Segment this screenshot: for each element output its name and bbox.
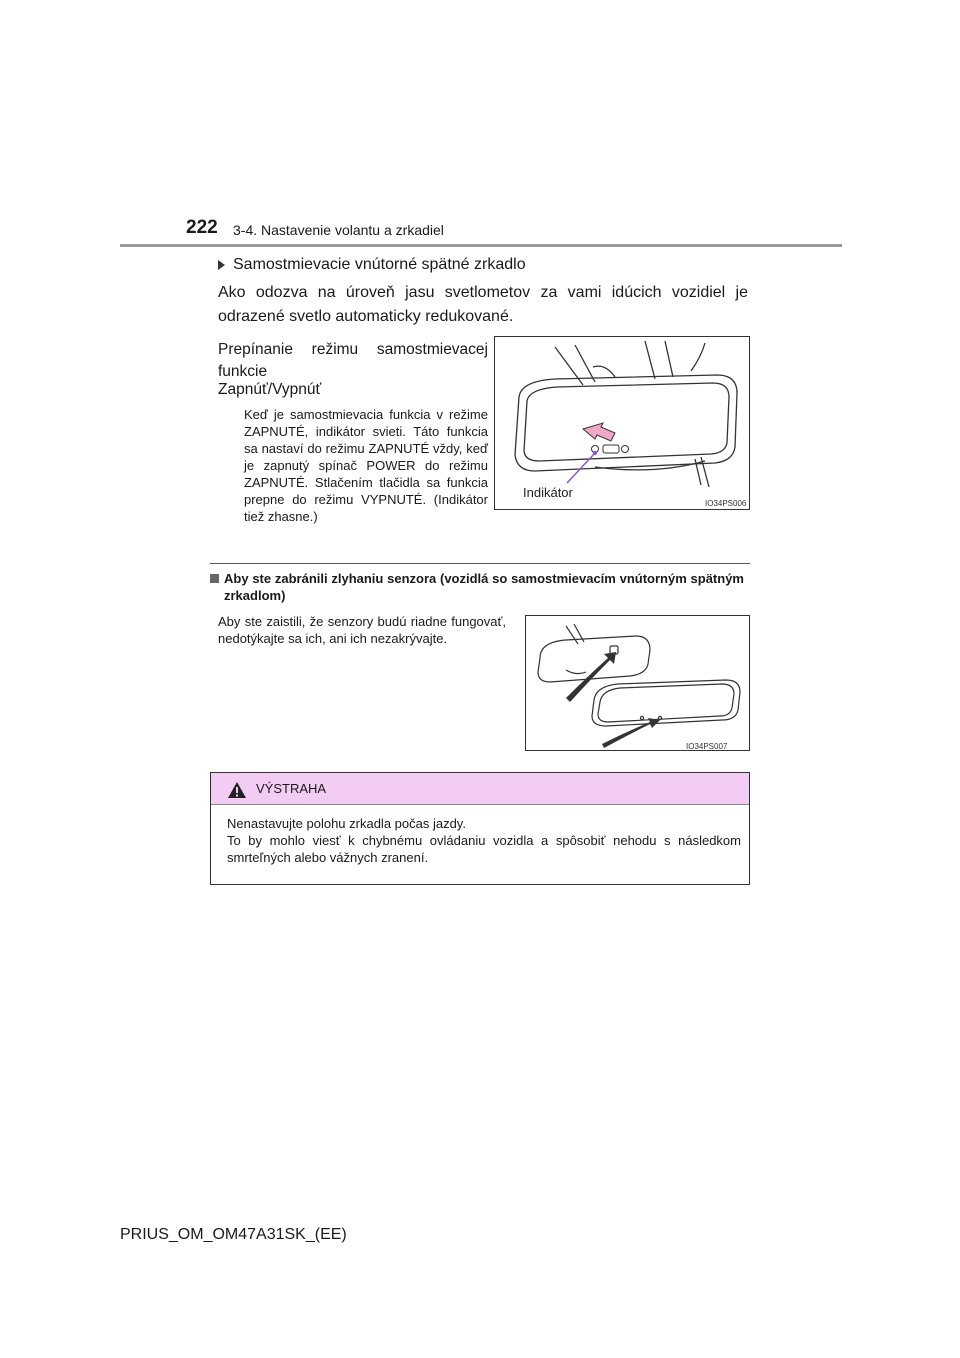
warning-title: VÝSTRAHA — [256, 781, 327, 796]
indicator-callout: Indikátor — [523, 485, 573, 500]
section-divider — [210, 563, 750, 564]
figure2-code: IO34PS007 — [686, 742, 728, 751]
sensor-paragraph: Aby ste zaistili, že senzory budú riadne fungovať, nedotýkajte sa ich, ani ich nezakrývajte. — [218, 614, 506, 646]
figure1-code: IO34PS006 — [705, 499, 747, 508]
intro-line-1: Ako odozva na úroveň jasu svetlometov za vami idúcich vozidiel je — [218, 284, 748, 301]
sensor-heading-text: Aby ste zabránili zlyhaniu senzora (vozidlá so samostmievacím vnútorným spätným zrkadlom) — [224, 571, 744, 603]
warning-header — [211, 773, 749, 805]
warning-line-1: Nenastavujte polohu zrkadla počas jazdy. — [227, 816, 466, 831]
document-id: PRIUS_OM_OM47A31SK_(EE) — [120, 1226, 347, 1243]
square-bullet-icon — [210, 574, 219, 583]
warning-box — [210, 772, 750, 885]
indicator-note: Keď je samostmievacia funkcia v režime ZAPNUTÉ, indikátor svieti. Táto funkcia sa nastaví do režimu ZAPNUTÉ vždy, keď je zapnutý spínač POWER do režimu ZAPNUTÉ. Stlačením tlačidla sa funkcia prepne do režimu VYPNUTÉ. (Indikátor tiež zhasne.) — [244, 407, 488, 524]
sensor-illustration — [526, 616, 749, 750]
header-rule — [120, 244, 842, 247]
bullet-heading-text: Samostmievacie vnútorné spätné zrkadlo — [233, 256, 526, 273]
page-number: 222 — [186, 217, 218, 238]
sensor-heading — [210, 570, 750, 604]
auto-dimming-mirror-figure — [494, 336, 750, 510]
warning-line-2: To by mohlo viesť k chybnému ovládaniu vozidla a spôsobiť nehodu s následkom smrteľných alebo vážnych zranení. — [227, 833, 741, 865]
section-title: 3-4. Nastavenie volantu a zrkadiel — [233, 222, 444, 238]
mirror-illustration — [495, 337, 749, 509]
sensor-figure — [525, 615, 750, 751]
warning-body — [227, 815, 741, 866]
mode-switch-label: Prepínanie režimu samostmievacej funkcie — [218, 341, 488, 380]
bullet-heading — [218, 256, 526, 274]
warning-icon — [227, 781, 247, 799]
on-off-subhead: Zapnúť/Vypnúť — [218, 381, 322, 398]
intro-paragraph — [218, 281, 748, 329]
intro-line-2: odrazené svetlo automaticky redukované. — [218, 308, 514, 325]
triangle-bullet-icon — [218, 260, 225, 270]
